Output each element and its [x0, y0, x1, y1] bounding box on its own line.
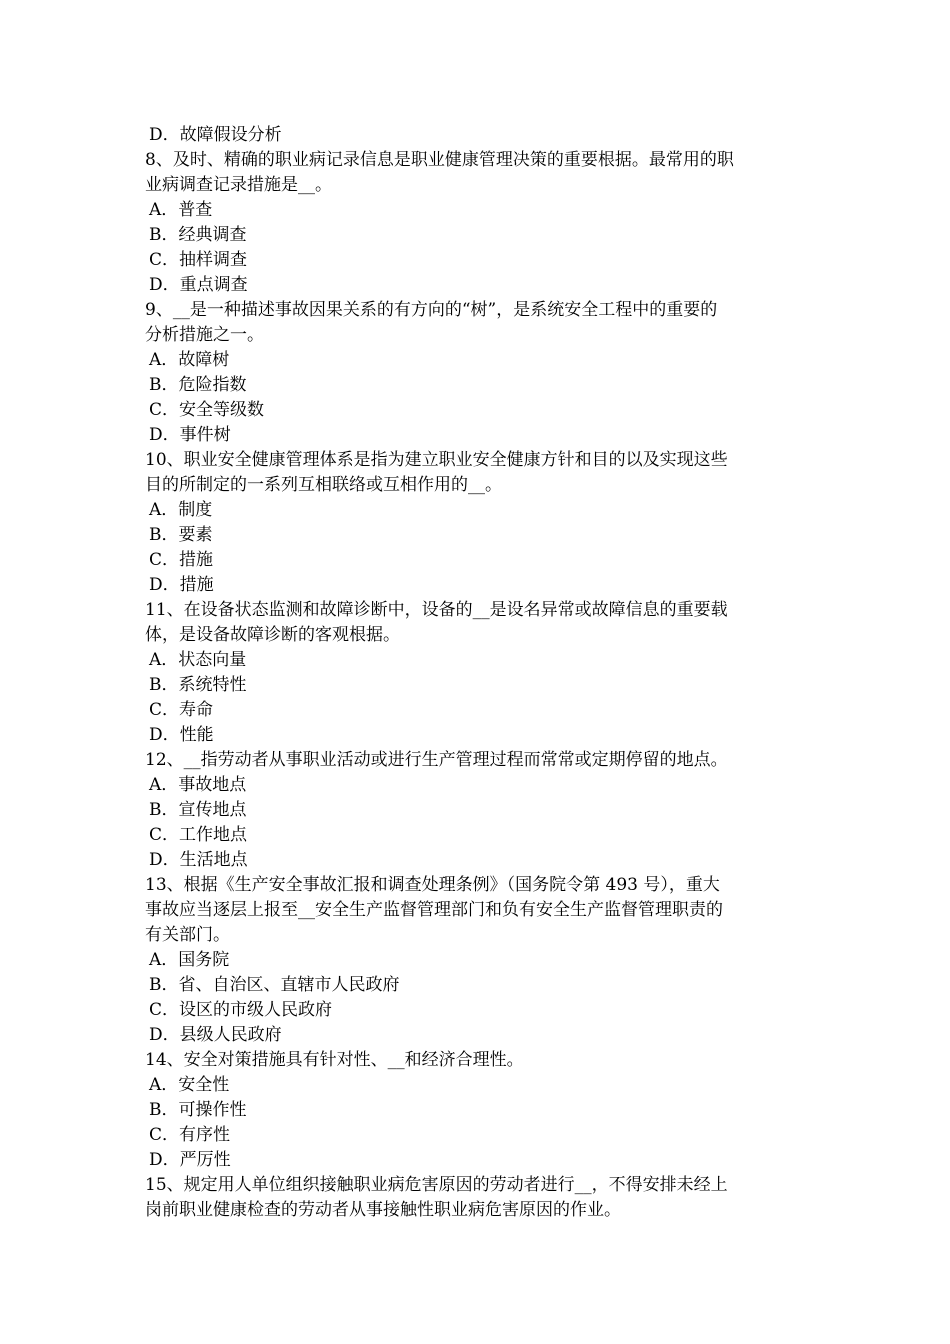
option-line: D．严厉性	[149, 1150, 231, 1170]
option-line: B．系统特性	[149, 675, 247, 695]
option-line: A．事故地点	[149, 775, 247, 795]
question-line: 体，是设备故障诊断的客观根据。	[145, 625, 400, 645]
option-line: B．危险指数	[149, 375, 247, 395]
option-line: A．状态向量	[149, 650, 247, 670]
option-line: D．性能	[149, 725, 214, 745]
option-line: C．工作地点	[149, 825, 248, 845]
option-line: D．重点调查	[149, 275, 248, 295]
option-line: A．制度	[149, 500, 213, 520]
question-line: 9、__是一种描述事故因果关系的有方向的“树”，是系统安全工程中的重要的	[145, 300, 718, 320]
option-line: C．寿命	[149, 700, 214, 720]
option-line: D．措施	[149, 575, 214, 595]
question-line: 11、在设备状态监测和故障诊断中，设备的__是设名异常或故障信息的重要载	[145, 600, 728, 620]
question-line: 10、职业安全健康管理体系是指为建立职业安全健康方针和目的以及实现这些	[145, 450, 728, 470]
option-line: B．要素	[149, 525, 213, 545]
option-line: A．故障树	[149, 350, 230, 370]
question-line: 事故应当逐层上报至__安全生产监督管理部门和负有安全生产监督管理职责的	[145, 900, 723, 920]
question-line: 有关部门。	[145, 925, 230, 945]
option-line: C．有序性	[149, 1125, 231, 1145]
question-line: 岗前职业健康检查的劳动者从事接触性职业病危害原因的作业。	[145, 1200, 621, 1220]
option-line: C．安全等级数	[149, 400, 265, 420]
option-line: D．县级人民政府	[149, 1025, 282, 1045]
question-line: 12、__指劳动者从事职业活动或进行生产管理过程而常常或定期停留的地点。	[145, 750, 728, 770]
option-line: B．经典调查	[149, 225, 247, 245]
question-line: 业病调查记录措施是__。	[145, 175, 332, 195]
option-line: A．国务院	[149, 950, 230, 970]
question-line: 15、规定用人单位组织接触职业病危害原因的劳动者进行__，不得安排未经上	[145, 1175, 728, 1195]
option-line: D．故障假设分析	[149, 125, 282, 145]
question-line: 分析措施之一。	[145, 325, 264, 345]
option-line: A．普查	[149, 200, 213, 220]
document-body	[145, 123, 807, 1223]
option-line: B．省、自治区、直辖市人民政府	[149, 975, 400, 995]
question-line: 14、安全对策措施具有针对性、__和经济合理性。	[145, 1050, 524, 1070]
option-line: A．安全性	[149, 1075, 230, 1095]
option-line: D．事件树	[149, 425, 231, 445]
option-line: D．生活地点	[149, 850, 248, 870]
option-line: C．措施	[149, 550, 214, 570]
option-line: C．抽样调查	[149, 250, 248, 270]
option-line: B．宣传地点	[149, 800, 247, 820]
option-line: C．设区的市级人民政府	[149, 1000, 333, 1020]
question-line: 目的所制定的一系列互相联络或互相作用的__。	[145, 475, 502, 495]
question-line: 8、及时、精确的职业病记录信息是职业健康管理决策的重要根据。最常用的职	[145, 150, 734, 170]
option-line: B．可操作性	[149, 1100, 247, 1120]
question-line: 13、根据《生产安全事故汇报和调查处理条例》（国务院令第 493 号），重大	[145, 875, 720, 895]
